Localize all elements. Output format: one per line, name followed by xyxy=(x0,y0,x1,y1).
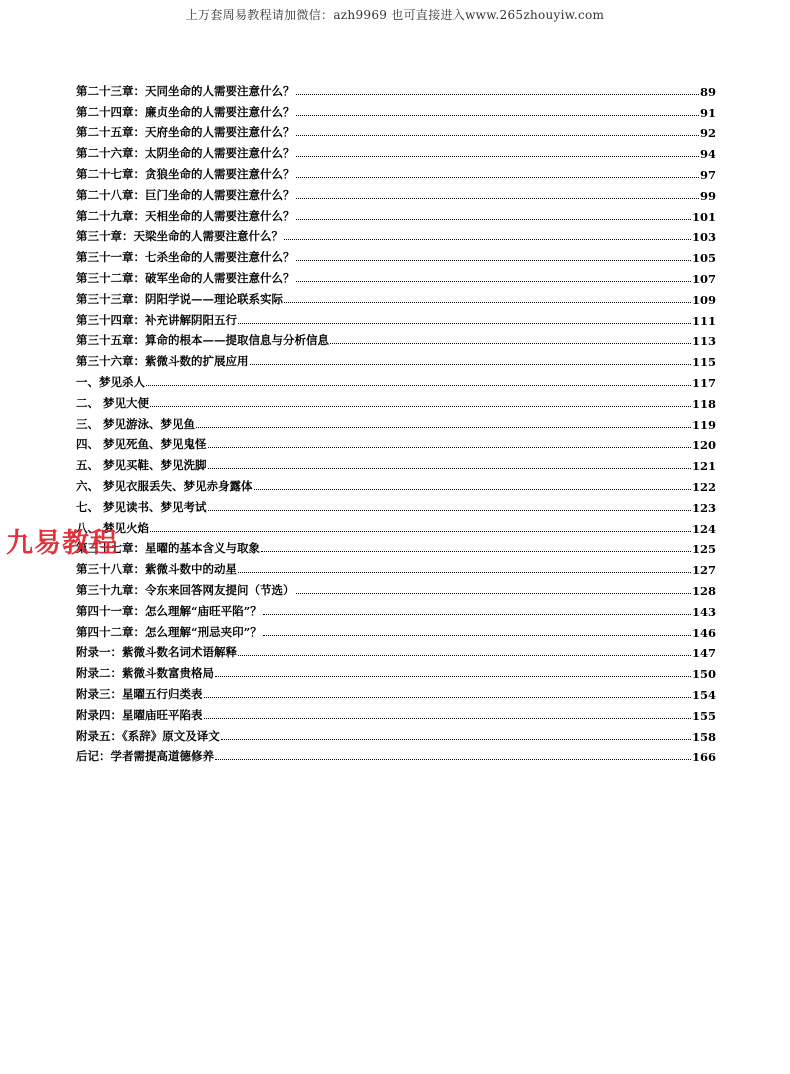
toc-entry[interactable] xyxy=(76,224,716,245)
toc-entry-title: 第三十二章：破军坐命的人需要注意什么？ xyxy=(76,270,295,285)
toc-entry[interactable] xyxy=(76,99,716,120)
toc-entry-title: 第二十八章：巨门坐命的人需要注意什么？ xyxy=(76,187,295,202)
toc-entry-title: 第三十八章：紫微斗数中的动星 xyxy=(76,562,237,577)
toc-dot-leader xyxy=(296,198,699,199)
toc-entry-page: 94 xyxy=(699,147,716,162)
toc-entry[interactable] xyxy=(76,536,716,557)
toc-entry[interactable] xyxy=(76,619,716,640)
toc-entry[interactable] xyxy=(76,78,716,99)
toc-entry-page: 92 xyxy=(699,126,716,141)
toc-dot-leader xyxy=(215,676,691,677)
toc-entry-page: 109 xyxy=(691,292,716,307)
toc-entry[interactable] xyxy=(76,203,716,224)
toc-entry[interactable] xyxy=(76,494,716,515)
toc-entry-page: 127 xyxy=(691,563,716,578)
toc-entry[interactable] xyxy=(76,348,716,369)
toc-entry-title: 六、 梦见衣服丢失、梦见赤身露体 xyxy=(76,478,253,493)
toc-dot-leader xyxy=(238,572,691,573)
toc-entry-title: 第三十九章：令东来回答网友提问（节选） xyxy=(76,582,295,597)
toc-dot-leader xyxy=(208,468,691,469)
toc-dot-leader xyxy=(296,135,699,136)
toc-entry[interactable] xyxy=(76,452,716,473)
toc-entry-page: 123 xyxy=(691,500,716,515)
toc-dot-leader xyxy=(196,427,691,428)
toc-entry[interactable] xyxy=(76,161,716,182)
watermark: 九易教程 xyxy=(6,528,118,559)
toc-entry-page: 150 xyxy=(691,667,716,682)
toc-entry-title: 第二十六章：太阴坐命的人需要注意什么？ xyxy=(76,146,295,161)
toc-entry-title: 第二十四章：廉贞坐命的人需要注意什么？ xyxy=(76,104,295,119)
toc-entry[interactable] xyxy=(76,515,716,536)
toc-entry[interactable] xyxy=(76,265,716,286)
toc-entry-title: 第三十五章：算命的根本——提取信息与分析信息 xyxy=(76,333,329,348)
toc-dot-leader xyxy=(150,406,691,407)
toc-entry-page: 125 xyxy=(691,542,716,557)
toc-entry-title: 附录一：紫微斗数名词术语解释 xyxy=(76,645,237,660)
toc-entry-page: 158 xyxy=(691,729,716,744)
toc-entry-title: 第三十章：天梁坐命的人需要注意什么？ xyxy=(76,229,283,244)
toc-dot-leader xyxy=(330,343,691,344)
toc-entry-page: 118 xyxy=(691,396,716,411)
toc-entry-title: 附录五：《系辞》原文及译文 xyxy=(76,728,220,743)
toc-entry-page: 128 xyxy=(691,583,716,598)
toc-dot-leader xyxy=(296,219,691,220)
toc-entry-title: 第三十七章：星曜的基本含义与取象 xyxy=(76,541,260,556)
toc-entry-page: 120 xyxy=(691,438,716,453)
toc-entry-page: 121 xyxy=(691,459,716,474)
toc-entry[interactable] xyxy=(76,702,716,723)
toc-entry[interactable] xyxy=(76,182,716,203)
toc-entry-page: 105 xyxy=(691,251,716,266)
toc-entry[interactable] xyxy=(76,432,716,453)
toc-entry[interactable] xyxy=(76,640,716,661)
toc-entry-page: 101 xyxy=(691,209,716,224)
toc-entry-title: 八、 梦见火焰 xyxy=(76,520,150,535)
toc-entry[interactable] xyxy=(76,411,716,432)
toc-entry[interactable] xyxy=(76,681,716,702)
toc-entry-page: 115 xyxy=(691,355,716,370)
toc-entry-title: 二、 梦见大便 xyxy=(76,395,150,410)
toc-dot-leader xyxy=(208,510,691,511)
toc-entry-page: 89 xyxy=(699,84,716,99)
toc-entry-page: 117 xyxy=(691,375,716,390)
toc-entry[interactable] xyxy=(76,473,716,494)
toc-entry[interactable] xyxy=(76,328,716,349)
toc-dot-leader xyxy=(254,489,691,490)
toc-dot-leader xyxy=(150,531,691,532)
toc-entry-title: 第二十九章：天相坐命的人需要注意什么？ xyxy=(76,208,295,223)
page-header: 上万套周易教程请加微信：azh9969 也可直接进入www.265zhouyiw.com xyxy=(185,8,605,22)
toc-entry[interactable] xyxy=(76,307,716,328)
toc-dot-leader xyxy=(296,593,691,594)
toc-dot-leader xyxy=(296,281,691,282)
toc-entry-page: 166 xyxy=(691,750,716,765)
toc-dot-leader xyxy=(296,156,699,157)
toc-entry-page: 97 xyxy=(699,167,716,182)
toc-entry-page: 107 xyxy=(691,271,716,286)
toc-dot-leader xyxy=(238,323,691,324)
toc-entry-title: 附录三：星曜五行归类表 xyxy=(76,686,203,701)
toc-entry-title: 附录二：紫微斗数富贵格局 xyxy=(76,666,214,681)
toc-entry-page: 143 xyxy=(691,604,716,619)
toc-entry[interactable] xyxy=(76,369,716,390)
toc-dot-leader xyxy=(263,614,691,615)
toc-dot-leader xyxy=(221,739,691,740)
toc-entry[interactable] xyxy=(76,390,716,411)
toc-entry-title: 后记：学者需提高道德修养 xyxy=(76,749,214,764)
toc-entry-title: 一、梦见杀人 xyxy=(76,374,145,389)
toc-dot-leader xyxy=(250,364,691,365)
toc-entry-title: 第二十三章：天同坐命的人需要注意什么？ xyxy=(76,83,295,98)
toc-entry-title: 三、 梦见游泳、梦见鱼 xyxy=(76,416,196,431)
toc-dot-leader xyxy=(284,302,691,303)
toc-entry[interactable] xyxy=(76,723,716,744)
toc-entry[interactable] xyxy=(76,556,716,577)
toc-entry-page: 99 xyxy=(699,188,716,203)
toc-entry-title: 第四十一章：怎么理解“庙旺平陷”？ xyxy=(76,603,262,618)
toc-entry-page: 119 xyxy=(691,417,716,432)
toc-entry[interactable] xyxy=(76,744,716,765)
toc-dot-leader xyxy=(261,551,691,552)
toc-entry-page: 124 xyxy=(691,521,716,536)
toc-entry-page: 122 xyxy=(691,479,716,494)
toc-entry-page: 111 xyxy=(691,313,716,328)
toc-entry-title: 第三十三章：阴阳学说——理论联系实际 xyxy=(76,291,283,306)
toc-entry-title: 第三十四章：补充讲解阴阳五行 xyxy=(76,312,237,327)
toc-entry[interactable] xyxy=(76,598,716,619)
toc-entry-title: 第二十七章：贪狼坐命的人需要注意什么？ xyxy=(76,166,295,181)
toc-dot-leader xyxy=(204,697,691,698)
table-of-contents xyxy=(76,78,716,764)
toc-entry-page: 103 xyxy=(691,230,716,245)
toc-entry-page: 91 xyxy=(699,105,716,120)
toc-dot-leader xyxy=(208,447,691,448)
toc-dot-leader xyxy=(284,239,691,240)
toc-dot-leader xyxy=(204,718,691,719)
toc-entry[interactable] xyxy=(76,286,716,307)
toc-entry-title: 第三十一章：七杀坐命的人需要注意什么？ xyxy=(76,250,295,265)
toc-dot-leader xyxy=(296,115,699,116)
toc-entry-page: 154 xyxy=(691,687,716,702)
toc-entry-title: 附录四：星曜庙旺平陷表 xyxy=(76,707,203,722)
toc-entry[interactable] xyxy=(76,577,716,598)
toc-entry[interactable] xyxy=(76,140,716,161)
toc-entry-page: 113 xyxy=(691,334,716,349)
toc-entry[interactable] xyxy=(76,244,716,265)
toc-entry-title: 五、 梦见买鞋、梦见洗脚 xyxy=(76,458,207,473)
toc-dot-leader xyxy=(263,635,691,636)
toc-dot-leader xyxy=(296,177,699,178)
toc-entry-page: 147 xyxy=(691,646,716,661)
toc-entry-title: 第四十二章：怎么理解“刑忌夹印”？ xyxy=(76,624,262,639)
toc-entry-title: 七、 梦见读书、梦见考试 xyxy=(76,499,207,514)
toc-entry[interactable] xyxy=(76,120,716,141)
toc-entry-title: 第三十六章：紫微斗数的扩展应用 xyxy=(76,354,249,369)
toc-entry-title: 第二十五章：天府坐命的人需要注意什么？ xyxy=(76,125,295,140)
toc-entry-title: 四、 梦见死鱼、梦见鬼怪 xyxy=(76,437,207,452)
toc-entry-page: 155 xyxy=(691,708,716,723)
toc-entry-page: 146 xyxy=(691,625,716,640)
toc-dot-leader xyxy=(238,655,691,656)
toc-dot-leader xyxy=(296,94,699,95)
toc-dot-leader xyxy=(215,759,691,760)
toc-dot-leader xyxy=(296,260,691,261)
toc-entry[interactable] xyxy=(76,660,716,681)
toc-dot-leader xyxy=(146,385,691,386)
